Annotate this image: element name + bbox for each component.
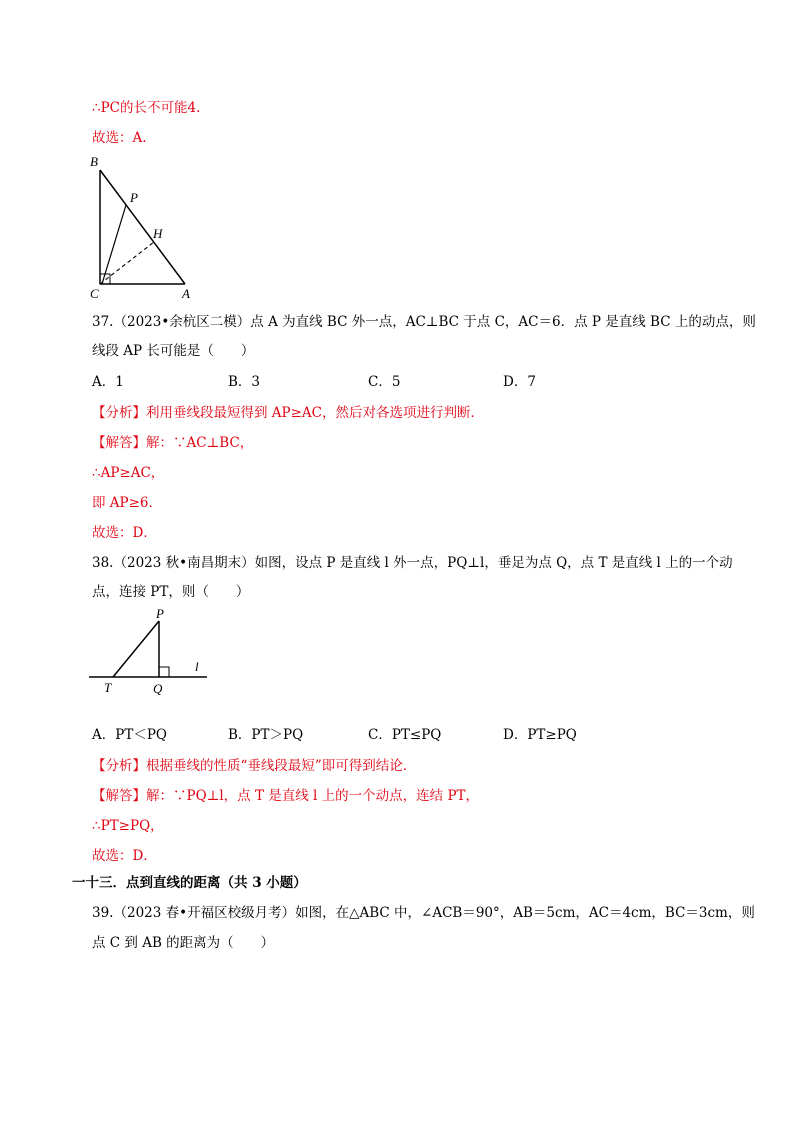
q38-number: 38. xyxy=(92,555,114,571)
q37-number: 37. xyxy=(92,314,114,330)
q38-solution: 【解答】解：∵PQ⊥l，点 T 是直线 l 上的一个动点，连结 PT， xyxy=(92,788,480,804)
q38-option-d: D．PT≥PQ xyxy=(503,727,577,743)
fig2-label-t: T xyxy=(104,680,112,695)
figure-triangle-bca xyxy=(80,150,210,300)
q39-stem-line2: 点 C 到 AB 的距离为（ ） xyxy=(92,935,275,951)
q38-answer: 故选：D． xyxy=(92,848,157,864)
q37-stem-line2: 线段 AP 长可能是（ ） xyxy=(92,343,255,359)
q37-step2: 即 AP≥6． xyxy=(92,495,163,511)
figure-perpendicular xyxy=(85,605,215,700)
fig2-label-l: l xyxy=(195,659,199,674)
q38-stem-line1: 38.（2023 秋•南昌期末）如图，设点 P 是直线 l 外一点，PQ⊥l，垂足为点 Q，点 T 是直线 l 上的一个动 xyxy=(92,555,733,571)
q39-number: 39. xyxy=(92,905,114,921)
q39-stem-line1: 39.（2023 春•开福区校级月考）如图，在△ABC 中，∠ACB＝90°，AB＝5cm，AC＝4cm，BC＝3cm，则 xyxy=(92,905,755,921)
prev-answer: 故选：A. xyxy=(92,130,147,146)
q38-analysis: 【分析】根据垂线的性质“垂线段最短”即可得到结论． xyxy=(92,758,417,774)
q37-stem-line1: 37.（2023•余杭区二模）点 A 为直线 BC 外一点，AC⊥BC 于点 C，AC＝6．点 P 是直线 BC 上的动点，则 xyxy=(92,314,756,330)
q38-option-b: B．PT＞PQ xyxy=(228,727,304,743)
q37-answer: 故选：D． xyxy=(92,525,157,541)
fig2-label-q: Q xyxy=(153,681,163,696)
q37-option-b: B．3 xyxy=(228,374,261,390)
q38-option-c: C．PT≤PQ xyxy=(368,727,442,743)
q37-step1: ∴AP≥AC， xyxy=(92,465,165,481)
section-heading: 一十三．点到直线的距离（共 3 小题） xyxy=(72,875,307,891)
fig1-label-b: B xyxy=(90,154,98,169)
prev-conclusion: ∴PC的长不可能4. xyxy=(92,100,201,116)
fig1-label-a: A xyxy=(182,286,190,300)
q38-option-a: A．PT＜PQ xyxy=(92,727,167,743)
q37-solution: 【解答】解：∵AC⊥BC， xyxy=(92,435,254,451)
q37-option-c: C．5 xyxy=(368,374,401,390)
q37-option-a: A．1 xyxy=(92,374,124,390)
q37-analysis: 【分析】利用垂线段最短得到 AP≥AC，然后对各选项进行判断． xyxy=(92,405,485,421)
fig1-label-p: P xyxy=(130,190,138,205)
fig1-label-h: H xyxy=(153,226,163,241)
q37-option-d: D．7 xyxy=(503,374,536,390)
fig1-label-c: C xyxy=(90,286,99,300)
fig2-label-p: P xyxy=(156,606,164,621)
q38-stem-line2: 点，连接 PT，则（ ） xyxy=(92,584,250,600)
q38-step1: ∴PT≥PQ， xyxy=(92,818,164,834)
